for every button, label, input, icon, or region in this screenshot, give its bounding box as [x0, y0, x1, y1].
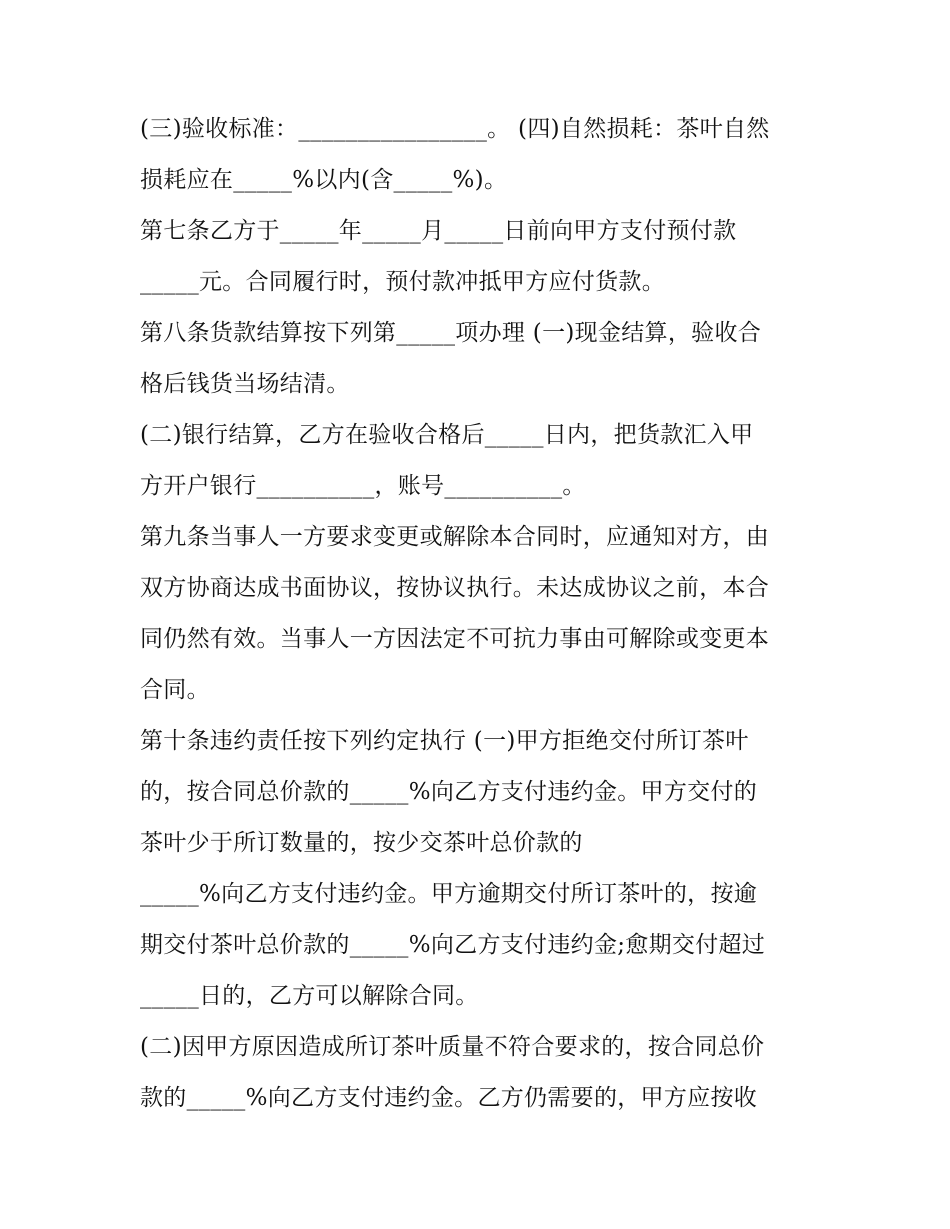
text-line: 期交付茶叶总价款的_____%向乙方支付违约金;愈期交付超过 [140, 932, 766, 958]
text-line: _____日的，乙方可以解除合同。 [140, 983, 479, 1009]
text-line: 第十条违约责任按下列约定执行 (一)甲方拒绝交付所订茶叶 [140, 728, 749, 754]
text-line: 款的_____%向乙方支付违约金。乙方仍需要的，甲方应按收 [140, 1085, 758, 1111]
text-line: 茶叶少于所订数量的，按少交茶叶总价款的 [140, 830, 583, 856]
text-line: (二)因甲方原因造成所订茶叶质量不符合要求的，按合同总价 [140, 1034, 765, 1060]
text-line: _____%向乙方支付违约金。甲方逾期交付所订茶叶的，按逾 [140, 881, 758, 907]
text-line: 格后钱货当场结清。 [140, 371, 350, 397]
text-line: (二)银行结算，乙方在验收合格后_____日内，把货款汇入甲 [140, 422, 754, 448]
text-line: 方开户银行__________，账号__________。 [140, 473, 586, 499]
text-line: (三)验收标准：________________。 (四)自然损耗：茶叶自然 [140, 116, 770, 142]
text-line: 损耗应在_____%以内(含_____%)。 [140, 167, 508, 193]
text-line: 第八条货款结算按下列第_____项办理 (一)现金结算，验收合 [140, 320, 762, 346]
text-line: 第七条乙方于_____年_____月_____日前向甲方支付预付款 [140, 218, 737, 244]
text-line: 第九条当事人一方要求变更或解除本合同时，应通知对方，由 [140, 524, 770, 550]
text-line: 合同。 [140, 677, 210, 703]
text-line: 的，按合同总价款的_____%向乙方支付违约金。甲方交付的 [140, 779, 758, 805]
text-line: 同仍然有效。当事人一方因法定不可抗力事由可解除或变更本 [140, 626, 770, 652]
text-line: _____元。合同履行时，预付款冲抵甲方应付货款。 [140, 269, 665, 295]
text-line: 双方协商达成书面协议，按协议执行。未达成协议之前，本合 [140, 575, 770, 601]
